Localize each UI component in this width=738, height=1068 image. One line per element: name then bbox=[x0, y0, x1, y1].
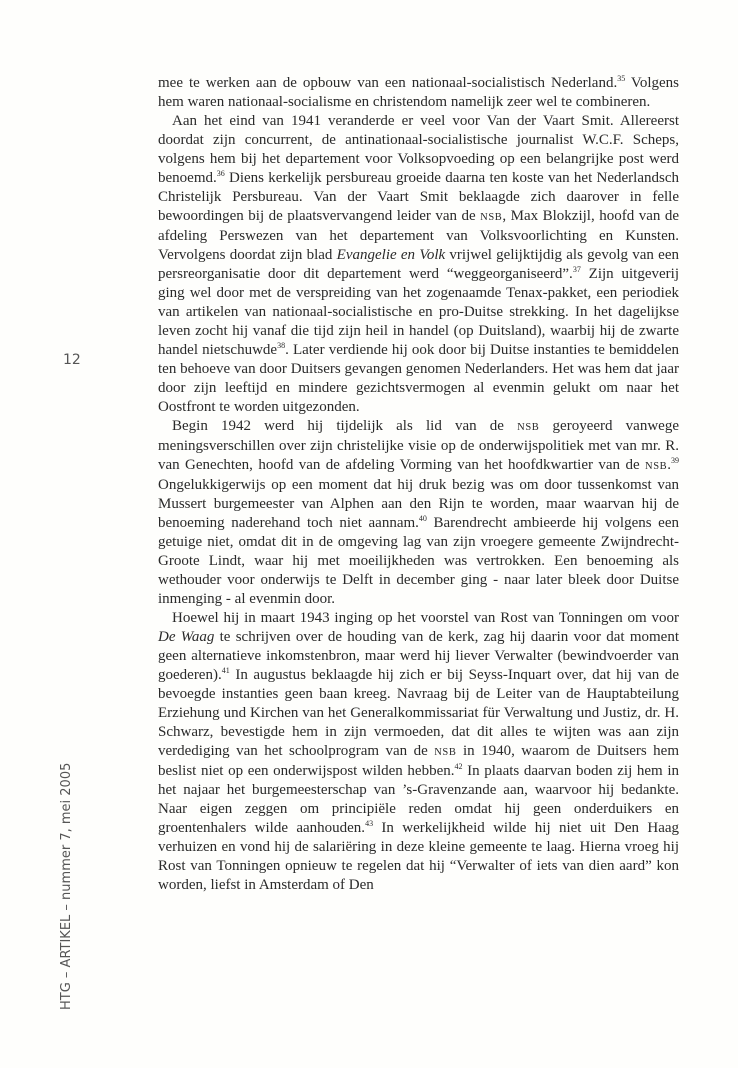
paragraph-4 bbox=[158, 609, 679, 895]
footnote-ref: 36 bbox=[216, 169, 225, 178]
footnote-ref: 39 bbox=[671, 456, 679, 465]
footnote-ref: 43 bbox=[365, 819, 374, 828]
text-run: mee te werken aan de opbouw van een nationaal-socialistisch Nederland. bbox=[158, 75, 618, 91]
text-run: werd hij tijdelijk als lid van de bbox=[251, 418, 518, 434]
paragraph-3 bbox=[158, 417, 679, 609]
year: 1943 bbox=[299, 610, 330, 626]
footnote-ref: 42 bbox=[454, 762, 463, 771]
text-run: veranderde er veel voor Van der Vaart Smit. Allereerst doordat zijn concurrent, de antinationaal-socialistische journalist W.C.F. Scheps, volgens hem bij het departement voor Volksopvoeding op een belangrijke post werd benoemd. bbox=[158, 113, 679, 186]
footnote-ref: 38 bbox=[277, 341, 286, 350]
abbreviation: NSB bbox=[645, 461, 668, 472]
publication-title: Evangelie en Volk bbox=[336, 247, 446, 263]
year: 1941 bbox=[290, 113, 321, 129]
page-number: 12 bbox=[63, 352, 81, 368]
footnote-ref: 37 bbox=[572, 265, 581, 274]
footnote-ref: 35 bbox=[617, 74, 626, 83]
year: 1942 bbox=[221, 418, 251, 434]
paragraph-1 bbox=[158, 74, 679, 112]
abbreviation: NSB bbox=[480, 212, 503, 223]
text-run: te schrijven over de houding van de kerk, zag hij daarin voor dat moment geen alternatieve inkomstenbron, maar werd hij liever Verwalter (bewindvoerder van goederen). bbox=[158, 629, 680, 683]
text-run: Begin bbox=[172, 418, 221, 434]
year: 1940 bbox=[481, 743, 512, 759]
text-run: geroyeerd vanwege meningsverschillen over zijn christelijke visie op de onderwijspolitiek met van mr. R. van Genechten, hoofd van de afdeling Vorming van het hoofdkwartier van de bbox=[158, 418, 679, 473]
text-run: In plaats daarvan boden zij hem in het najaar het burgemeesterschap van ’s-Gravenzande aan, waarvoor hij bedankte. Naar eigen zeggen om principiële reden omdat hij geen onderduikers en groentenhalers wilde aanhouden. bbox=[158, 763, 679, 836]
text-run: , waarom de Duitsers hem beslist niet op een onderwijspost wilden hebben. bbox=[158, 743, 679, 779]
running-head: HTG – ARTIKEL – nummer 7, mei 2005 bbox=[59, 762, 74, 1010]
text-run: In werkelijkheid wilde hij niet uit Den Haag verhuizen en vond hij de salariëring in deze kleine gemeente te laag. Hierna vroeg hij Rost van Tonningen opnieuw te regelen dat hij “Verwalter of iets van dien aard” kon worden, liefst in Amsterdam of Den bbox=[158, 820, 680, 893]
text-run: , Max Blokzijl, hoofd van de afdeling Perswezen van het departement van Volksvoorlichting en Kunsten. Vervolgens doordat zijn blad bbox=[158, 208, 679, 263]
abbreviation: NSB bbox=[517, 422, 540, 433]
text-run: Volgens hem waren nationaal-socialisme en christendom namelijk zeer wel te combineren. bbox=[158, 75, 679, 110]
text-run: Diens kerkelijk persbureau groeide daarna ten koste van het Nederlandsch Christelijk Persbureau. Van der Vaart Smit beklaagde zich daarover in felle bewoordingen bij de plaatsvervangend leider van de bbox=[158, 170, 679, 224]
text-run: Zijn uitgeverij ging wel door met de verspreiding van het zogenaamde Tenax-pakket, een periodiek van artikelen van nationaal-socialistische en pro-Duitse strekking. In het dagelijkse leven zocht hij vanaf die tijd zijn heil in handel (op Duitsland), waarbij hij de zwarte handel nietschuwde bbox=[158, 266, 679, 358]
text-run: inging op het voorstel van Rost van Tonningen om voor bbox=[329, 610, 679, 626]
text-run: vrijwel gelijktijdig als gevolg van een persreorganisatie door dit departement werd “weggeorganiseerd”. bbox=[158, 247, 679, 282]
article-body bbox=[158, 74, 679, 895]
abbreviation: NSB bbox=[434, 747, 457, 758]
text-run: Ongelukkigerwijs op een moment dat hij druk bezig was om door tussenkomst van Mussert burgemeester van Alphen aan den Rijn te worden, maar waarvan hij de benoeming naderehand toch niet aannam. bbox=[158, 477, 679, 531]
text-run: . Later verdiende hij ook door bij Duitse instanties te bemiddelen ten behoeve van door Duitsers gevangen genomen Nederlanders. Het was hem dat jaar door zijn leeftijd en mindere gezichtsvermogen al evenmin gelukt om naar het Oostfront te worden uitgezonden. bbox=[158, 342, 679, 415]
text-run: Barendrecht ambieerde hij volgens een getuige niet, omdat dit in de omgeving lag van zijn vroegere gemeente Zwijndrecht-Groote Lindt, waar hij met moeilijkheden was vertrokken. Een benoeming als wethouder voor onderwijs te Delft in december ging - naar later bleek door Duitse inmenging - al evenmin door. bbox=[158, 515, 679, 607]
publication-title: De Waag bbox=[158, 629, 215, 645]
paragraph-2 bbox=[158, 112, 679, 417]
text-run: in bbox=[456, 743, 482, 759]
text-run: Aan het eind van bbox=[172, 113, 291, 129]
text-run: Hoewel hij in maart bbox=[172, 610, 300, 626]
footnote-ref: 41 bbox=[221, 666, 230, 675]
text-run: . bbox=[667, 457, 671, 473]
text-run: In augustus beklaagde hij zich er bij Seyss-Inquart over, dat hij van de bevoegde instanties geen baan kreeg. Navraag bij de Leiter van de Hauptabteilung Erziehung und Kirchen van het Generalkommissariat für Verwaltung und Justiz, dr. H. Schwarz, bevestigde hem in zijn vermoeden, dat dit alles te wijten was aan zijn verdediging van het schoolprogram van de bbox=[158, 667, 679, 759]
footnote-ref: 40 bbox=[418, 514, 427, 523]
